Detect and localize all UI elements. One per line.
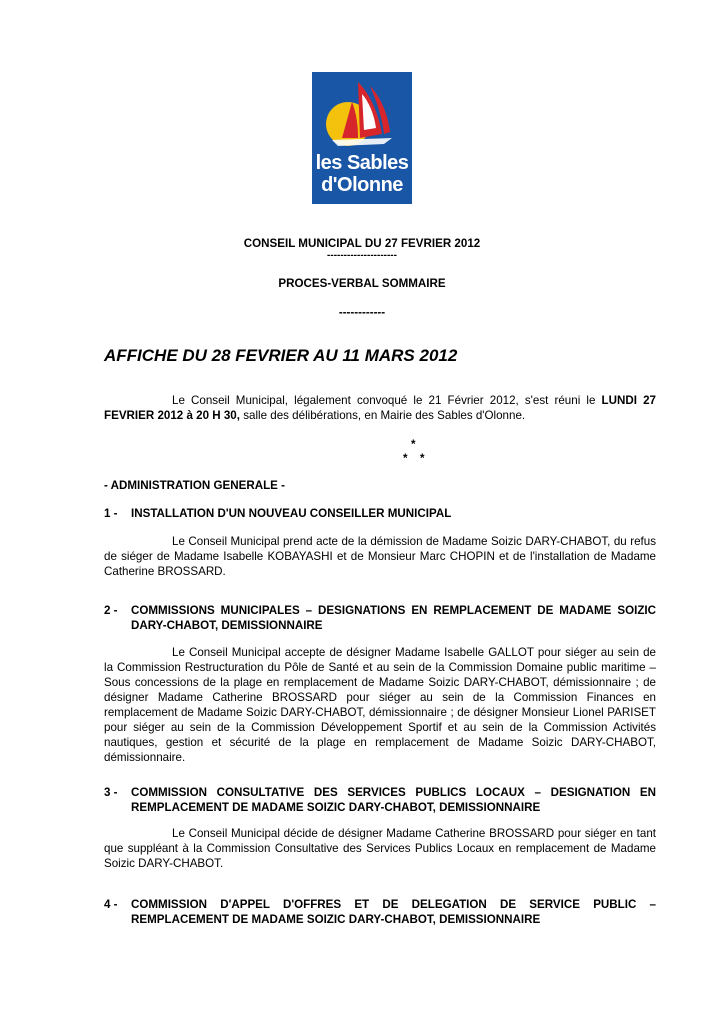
item-title: COMMISSION D'APPEL D'OFFRES ET DE DELEGATION DE SERVICE PUBLIC – REMPLACEMENT DE MADAME SOIZIC DARY-CHABOT, DEMISSIONNAIRE bbox=[131, 898, 656, 926]
item-number: 2 - bbox=[104, 604, 118, 617]
intro-text-end: salle des délibérations, en Mairie des Sables d'Olonne. bbox=[239, 409, 526, 422]
page-title: AFFICHE DU 28 FEVRIER AU 11 MARS 2012 bbox=[104, 346, 458, 365]
section-heading: - ADMINISTRATION GENERALE - bbox=[104, 479, 285, 492]
item-number: 4 - bbox=[104, 898, 118, 911]
logo-line-1: les Sables bbox=[315, 152, 409, 174]
proces-verbal-title: PROCES-VERBAL SOMMAIRE bbox=[278, 277, 446, 290]
city-logo bbox=[312, 72, 412, 204]
item-title: COMMISSIONS MUNICIPALES – DESIGNATIONS EN REMPLACEMENT DE MADAME SOIZIC DARY-CHABOT, DEMISSIONNAIRE bbox=[131, 604, 656, 632]
meeting-title: CONSEIL MUNICIPAL DU 27 FEVRIER 2012 bbox=[243, 237, 481, 250]
item-heading bbox=[104, 785, 656, 815]
logo-line-2: d'Olonne bbox=[321, 174, 403, 196]
separator-star: * bbox=[411, 438, 416, 451]
item-heading bbox=[104, 603, 656, 633]
item-body: Le Conseil Municipal prend acte de la démission de Madame Soizic DARY-CHABOT, du refus de siéger de Madame Isabelle KOBAYASHI et de Monsieur Marc CHOPIN et de l'installation de Madame Catherine BROSSARD. bbox=[104, 535, 656, 578]
intro-paragraph bbox=[104, 393, 656, 423]
divider-dashes-short: ------------ bbox=[338, 306, 386, 319]
item-body: Le Conseil Municipal décide de désigner Madame Catherine BROSSARD pour siéger en tant que suppléant à la Commission Consultative des Services Publics Locaux en remplacement de Madame Soizic DARY-CHABOT. bbox=[104, 827, 656, 870]
item-title: INSTALLATION D'UN NOUVEAU CONSEILLER MUNICIPAL bbox=[131, 507, 452, 520]
item-title: COMMISSION CONSULTATIVE DES SERVICES PUBLICS LOCAUX – DESIGNATION EN REMPLACEMENT DE MADAME SOIZIC DARY-CHABOT, DEMISSIONNAIRE bbox=[131, 786, 656, 814]
separator-star: * bbox=[420, 452, 425, 465]
item-heading bbox=[104, 897, 656, 927]
divider-dashes: --------------------- bbox=[327, 250, 397, 261]
intro-text: Le Conseil Municipal, légalement convoqué le 21 Février 2012, s'est réuni le bbox=[172, 394, 602, 407]
item-number: 3 - bbox=[104, 786, 118, 799]
item-number: 1 - bbox=[104, 507, 118, 520]
intro-date: LUNDI 27 FEVRIER 2012 à 20 H 30, bbox=[104, 394, 656, 422]
item-body: Le Conseil Municipal accepte de désigner Madame Isabelle GALLOT pour siéger au sein de la Commission Restructuration du Pôle de Santé et au sein de la Commission Domaine public maritime – Sous concessions de la plage en remplacement de Madame Soizic DARY-CHABOT, démissionnaire ; de désigner Madame Catherine BROSSARD pour siéger au sein de la Commission Finances en remplacement de Madame Soizic DARY-CHABOT, démissionnaire ; de désigner Monsieur Lionel PARISET pour siéger au sein de la Commission Développement Sportif et au sein de la Commission Activités nautiques, gestion et sécurité de la plage en remplacement de Madame Soizic DARY-CHABOT, démissionnaire. bbox=[104, 646, 656, 764]
item-heading bbox=[104, 506, 656, 521]
separator-star: * bbox=[403, 452, 408, 465]
